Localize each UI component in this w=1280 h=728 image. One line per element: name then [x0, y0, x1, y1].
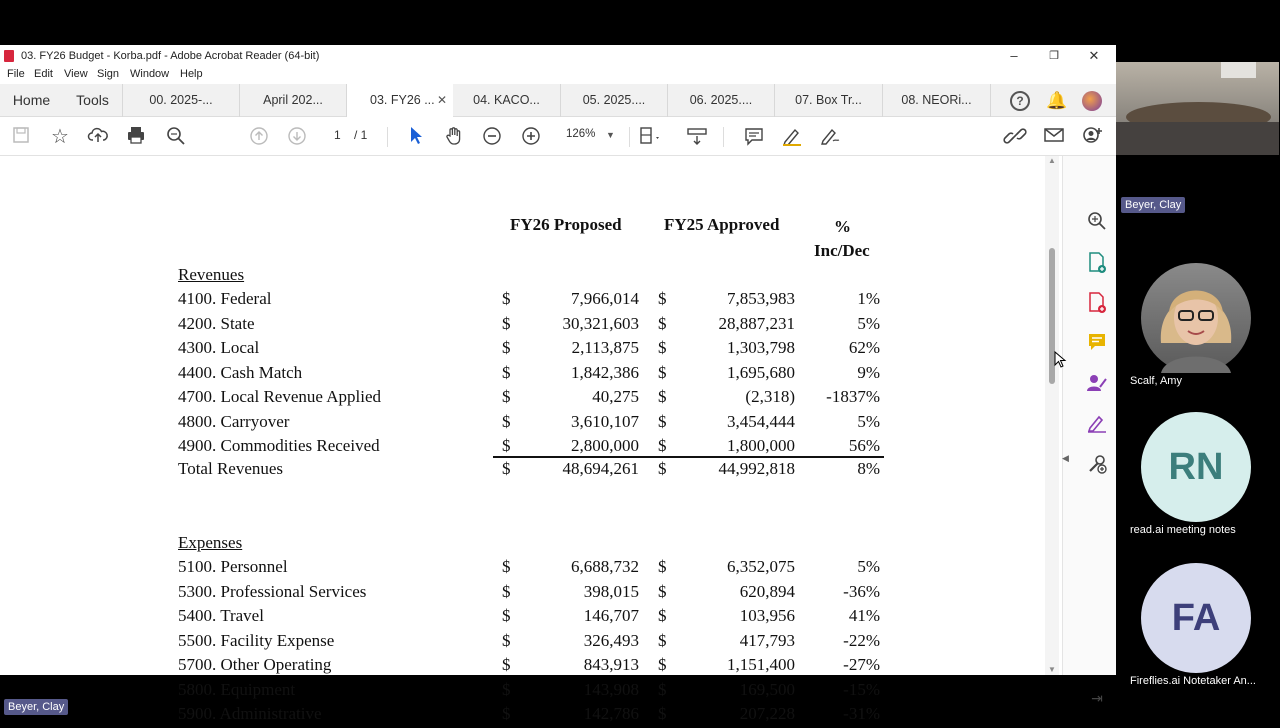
dollar-sign: $: [502, 459, 511, 478]
dollar-sign: $: [502, 362, 511, 382]
dollar-sign: $: [502, 679, 511, 699]
next-page-icon[interactable]: [286, 126, 308, 148]
dollar-sign: $: [502, 581, 511, 601]
table-row: [0, 631, 1045, 655]
dollar-sign: $: [658, 630, 667, 650]
zoom-out-icon[interactable]: [481, 126, 503, 148]
dollar-sign: $: [502, 704, 511, 723]
pct-change: 5%: [857, 557, 880, 576]
approved-value: 169,500: [739, 679, 795, 699]
dollar-sign: $: [502, 289, 511, 308]
collapse-right-panel-icon[interactable]: ◀: [1062, 453, 1069, 463]
page-number-input[interactable]: 1: [334, 128, 341, 142]
dollar-sign: $: [658, 459, 667, 478]
dollar-sign: $: [658, 313, 667, 333]
pct-change: 9%: [857, 362, 880, 382]
tab-doc-00[interactable]: 00. 2025-...: [123, 84, 240, 117]
pdf-app-icon: [4, 50, 14, 62]
row-label: 5300. Professional Services: [178, 581, 367, 601]
total-revenues-row: [0, 459, 1045, 483]
toolbar-divider: [723, 127, 724, 147]
approved-value: 3,454,444: [727, 411, 795, 431]
row-label: 4300. Local: [178, 338, 260, 357]
proposed-value: 1,842,386: [571, 362, 639, 382]
toolbar-divider: [629, 127, 630, 147]
menu-help[interactable]: Help: [180, 68, 203, 80]
tab-doc-08[interactable]: 08. NEORi...: [883, 84, 991, 117]
zoom-in-icon[interactable]: [520, 126, 542, 148]
dollar-sign: $: [502, 630, 511, 650]
approved-value: 28,887,231: [718, 313, 795, 333]
zoom-level-select[interactable]: 126%: [566, 128, 596, 140]
approved-value: 417,793: [739, 630, 795, 650]
dollar-sign: $: [658, 679, 667, 699]
dollar-sign: $: [658, 606, 667, 625]
pct-change: -36%: [843, 581, 880, 601]
proposed-value: 843,913: [583, 655, 639, 674]
approved-value: 1,695,680: [727, 362, 795, 382]
dollar-sign: $: [658, 655, 667, 674]
comment-panel-icon[interactable]: [1086, 332, 1108, 354]
table-row: [0, 557, 1045, 581]
save-icon[interactable]: [10, 126, 32, 148]
proposed-value: 30,321,603: [562, 313, 639, 333]
request-signatures-icon[interactable]: [1086, 373, 1108, 395]
title-bar: [0, 45, 1116, 67]
dollar-sign: $: [658, 289, 667, 308]
fill-sign-icon[interactable]: [1086, 413, 1108, 435]
row-label: 4100. Federal: [178, 289, 272, 308]
create-pdf-icon[interactable]: [1086, 292, 1108, 314]
pct-change: 5%: [857, 313, 880, 333]
proposed-value: 142,786: [583, 704, 639, 723]
participant-name-1: Scalf, Amy: [1130, 375, 1182, 387]
hand-tool-icon[interactable]: [443, 126, 465, 148]
sign-pen-icon[interactable]: [819, 126, 841, 148]
total-proposed: 48,694,261: [562, 459, 639, 478]
pct-change: 62%: [848, 338, 880, 357]
bookmark-star-icon[interactable]: ☆: [51, 126, 69, 148]
dollar-sign: $: [658, 387, 667, 406]
pct-change: 41%: [848, 606, 880, 625]
proposed-value: 143,908: [583, 679, 639, 699]
col-pct-line1: %: [834, 217, 851, 236]
close-window-button[interactable]: ✕: [1088, 48, 1100, 63]
dollar-sign: $: [502, 338, 511, 357]
table-row: [0, 289, 1045, 313]
dollar-sign: $: [658, 362, 667, 382]
pct-change: 5%: [857, 411, 880, 431]
menu-window[interactable]: Window: [130, 68, 170, 80]
chevron-down-icon[interactable]: ▼: [606, 130, 615, 140]
page-total: / 1: [354, 128, 368, 142]
right-tools-panel: [1062, 156, 1116, 706]
proposed-value: 2,800,000: [571, 436, 639, 455]
add-user-icon[interactable]: [1081, 126, 1103, 148]
proposed-value: 146,707: [583, 606, 639, 625]
menu-edit[interactable]: Edit: [34, 68, 53, 80]
proposed-value: 7,966,014: [571, 289, 639, 308]
row-label: 5700. Other Operating: [178, 655, 332, 674]
row-label: 4800. Carryover: [178, 411, 290, 431]
approved-value: 620,894: [739, 581, 795, 601]
menu-file[interactable]: File: [7, 68, 25, 80]
collapse-panel-icon[interactable]: ⇥: [1091, 690, 1103, 706]
participant-photo-avatar[interactable]: [1141, 263, 1251, 373]
select-tool-cursor-icon[interactable]: [405, 126, 427, 148]
dollar-sign: $: [502, 411, 511, 431]
search-icon[interactable]: [165, 126, 187, 148]
dollar-sign: $: [502, 387, 511, 406]
user-profile-avatar[interactable]: [1082, 91, 1102, 111]
table-row: [0, 680, 1045, 704]
pct-change: 56%: [848, 436, 880, 455]
table-row: [0, 704, 1045, 728]
tab-tools[interactable]: Tools: [63, 84, 123, 117]
tab-doc-03-label: 03. FY26 ...: [370, 93, 435, 107]
pct-change: -27%: [843, 655, 880, 674]
total-revenues-label: Total Revenues: [178, 459, 284, 478]
col-fy25-approved: FY25 Approved: [664, 215, 780, 234]
row-label: 5400. Travel: [178, 606, 264, 625]
total-rule: [493, 456, 884, 458]
page-fit-icon[interactable]: [638, 126, 660, 148]
zoom-search-icon[interactable]: [1086, 211, 1108, 233]
menu-view[interactable]: View: [64, 68, 88, 80]
row-label: 5900. Administrative: [178, 704, 322, 723]
dollar-sign: $: [658, 411, 667, 431]
total-approved: 44,992,818: [718, 459, 795, 478]
help-icon[interactable]: ?: [1010, 91, 1030, 111]
proposed-value: 398,015: [583, 581, 639, 601]
col-pct-line2: Inc/Dec: [814, 241, 870, 260]
participant-initials-avatar-fa[interactable]: FA: [1141, 563, 1251, 673]
row-label: 4200. State: [178, 313, 255, 333]
expenses-heading: Expenses: [178, 533, 243, 552]
approved-value: 1,303,798: [727, 338, 795, 357]
main-toolbar: [0, 117, 1116, 156]
scroll-mode-icon[interactable]: [686, 126, 708, 148]
pct-change: -31%: [843, 704, 880, 723]
approved-value: 103,956: [739, 606, 795, 625]
pct-change: -15%: [843, 679, 880, 699]
table-row: [0, 387, 1045, 411]
table-row: [0, 655, 1045, 679]
dollar-sign: $: [502, 313, 511, 333]
revenues-heading: Revenues: [178, 265, 245, 284]
pct-change: -1837%: [826, 387, 880, 406]
tab-doc-april[interactable]: April 202...: [240, 84, 347, 117]
row-label: 5800. Equipment: [178, 679, 296, 699]
total-pct: 8%: [857, 459, 880, 478]
approved-value: 1,800,000: [727, 436, 795, 455]
dollar-sign: $: [658, 704, 667, 723]
conference-room-video[interactable]: [1116, 62, 1279, 155]
dollar-sign: $: [658, 557, 667, 576]
dollar-sign: $: [502, 606, 511, 625]
col-fy26-proposed: FY26 Proposed: [510, 215, 622, 234]
proposed-value: 40,275: [592, 387, 639, 406]
approved-value: 1,151,400: [727, 655, 795, 674]
proposed-value: 3,610,107: [571, 411, 639, 431]
tab-doc-06[interactable]: 06. 2025....: [668, 84, 775, 117]
row-label: 5100. Personnel: [178, 557, 288, 576]
proposed-value: 326,493: [583, 630, 639, 650]
row-label: 5500. Facility Expense: [178, 630, 335, 650]
active-speaker-tag: Beyer, Clay: [4, 699, 68, 715]
dollar-sign: $: [502, 436, 511, 455]
email-icon[interactable]: [1043, 126, 1065, 148]
dollar-sign: $: [658, 581, 667, 601]
row-label: 4700. Local Revenue Applied: [178, 387, 382, 406]
comment-icon[interactable]: [743, 126, 765, 148]
print-icon[interactable]: [125, 126, 147, 148]
meeting-participants-panel: [1116, 0, 1280, 720]
upload-cloud-icon[interactable]: [87, 126, 109, 148]
row-label: 4900. Commodities Received: [178, 436, 380, 455]
dollar-sign: $: [502, 655, 511, 674]
table-row: [0, 338, 1045, 362]
export-pdf-icon[interactable]: [1086, 252, 1108, 274]
table-row: [0, 606, 1045, 630]
notification-bell-icon[interactable]: 🔔: [1046, 91, 1068, 110]
tab-doc-04[interactable]: 04. KACO...: [453, 84, 561, 117]
toolbar-divider: [387, 127, 388, 147]
scroll-down-arrow[interactable]: ▼: [1048, 665, 1056, 674]
minimize-button[interactable]: –: [1010, 48, 1018, 63]
pct-change: 1%: [857, 289, 880, 308]
table-row: [0, 582, 1045, 606]
dollar-sign: $: [658, 436, 667, 455]
speaker-name-tag: Beyer, Clay: [1121, 197, 1185, 213]
dollar-sign: $: [658, 338, 667, 357]
approved-value: 207,228: [739, 704, 795, 723]
row-label: 4400. Cash Match: [178, 362, 303, 382]
room-screen-image: [1221, 62, 1256, 78]
highlight-pen-icon[interactable]: [781, 126, 803, 148]
vertical-scrollbar[interactable]: [1045, 156, 1059, 675]
previous-page-icon[interactable]: [248, 126, 270, 148]
restore-button[interactable]: ❐: [1049, 50, 1059, 62]
participant-name-2: read.ai meeting notes: [1130, 524, 1236, 536]
proposed-value: 6,688,732: [571, 557, 639, 576]
proposed-value: 2,113,875: [571, 338, 639, 357]
pct-change: -22%: [843, 630, 880, 650]
room-floor-image: [1116, 122, 1279, 155]
tab-doc-03-active[interactable]: [347, 84, 453, 117]
participant-name-3: Fireflies.ai Notetaker An...: [1130, 675, 1256, 687]
mouse-cursor-icon: [1054, 351, 1066, 369]
share-link-icon[interactable]: [1004, 126, 1026, 148]
menu-sign[interactable]: Sign: [97, 68, 120, 80]
tab-home[interactable]: Home: [12, 92, 51, 108]
approved-value: 6,352,075: [727, 557, 795, 576]
approved-value: 7,853,983: [727, 289, 795, 308]
menu-bar: [0, 67, 1116, 84]
tab-bar: [0, 84, 1116, 117]
table-row: [0, 363, 1045, 387]
scroll-up-arrow[interactable]: ▲: [1048, 156, 1056, 165]
participant-initials-avatar-rn[interactable]: RN: [1141, 412, 1251, 522]
more-tools-icon[interactable]: [1086, 453, 1108, 475]
window-title: 03. FY26 Budget - Korba.pdf - Adobe Acrobat Reader (64-bit): [21, 50, 320, 62]
table-row: [0, 314, 1045, 338]
dollar-sign: $: [502, 557, 511, 576]
tab-doc-05[interactable]: 05. 2025....: [561, 84, 668, 117]
tab-close-icon[interactable]: ✕: [436, 93, 447, 107]
approved-value: (2,318): [745, 387, 795, 406]
tab-doc-07[interactable]: 07. Box Tr...: [775, 84, 883, 117]
table-row: [0, 412, 1045, 436]
